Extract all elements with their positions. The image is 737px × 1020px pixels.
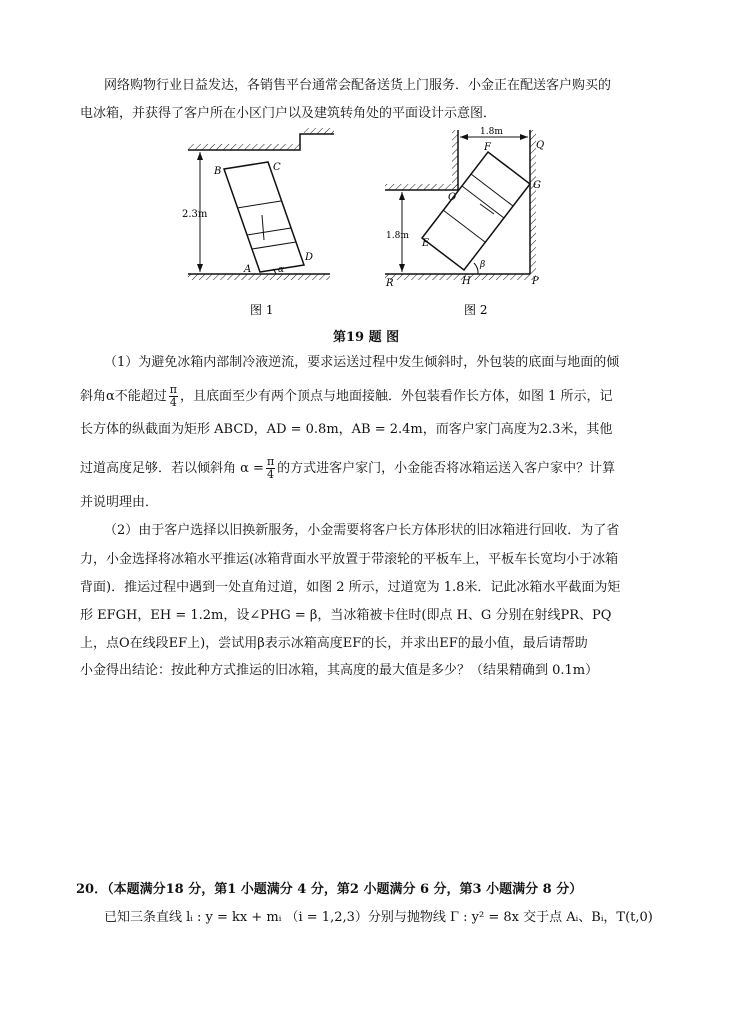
part1-line-3: 长方体的纵截面为矩形 ABCD，AD = 0.8m，AB = 2.4m，而客户家门高度为2.3米，其他 [80, 422, 613, 437]
fig2-angle-arc [474, 263, 478, 274]
part2-line-2: 力，小金选择将冰箱水平推运(冰箱背面水平放置于带滚轮的平板车上，平板车长宽均小于冰箱 [80, 552, 619, 567]
part1-line-4: 过道高度足够．若以倾斜角 α = $\frac{\pi}{4}$ 的方式进客户家门，小金能否将冰箱运送入客户家中？计算 [80, 455, 616, 481]
fig1-label-alpha: α [278, 265, 285, 275]
part2-line-6: 小金得出结论：按此种方式推运的旧冰箱，其高度的最大值是多少？（结果精确到 0.1m） [80, 663, 599, 678]
part1-line-2: 斜角α不能超过 $\frac{\pi}{4}$ ，且底面至少有两个顶点与地面接触．外包装看作长方体，如图 1 所示，记 [80, 383, 613, 409]
part2-line-3: 背面)．推运过程中遇到一处直角过道，如图 2 所示，过道宽为 1.8米．记此冰箱水平截面为矩 [80, 580, 621, 595]
q20-header: 20．（本题满分18 分，第1 小题满分 4 分，第2 小题满分 6 分，第3 小题满分 8 分） [76, 882, 583, 897]
fig1-label-A: A [244, 264, 252, 275]
figure-diagrams [180, 122, 560, 322]
figure-2 [385, 127, 544, 317]
part1-line-5: 并说明理由． [80, 495, 159, 510]
fig2-label-R: R [386, 278, 394, 289]
fig1-label-C: C [273, 162, 281, 173]
figure-1 [182, 128, 334, 317]
intro-line-1: 网络购物行业日益发达，各销售平台通常会配备送货上门服务．小金正在配送客户购买的 [104, 78, 612, 93]
fig1-label-B: B [214, 166, 222, 177]
part2-line-5: 上，点O在线段EF上)，尝试用β表示冰箱高度EF的长，并求出EF的最小值，最后请帮助 [80, 636, 588, 651]
fig1-height-label: 2.3m [182, 209, 208, 220]
part1-line-1: （1）为避免冰箱内部制冷液逆流，要求运送过程中发生倾斜时，外包装的底面与地面的倾 [104, 355, 620, 370]
fig2-width-label: 1.8m [480, 127, 503, 137]
intro-line-2: 电冰箱，并获得了客户所在小区门户以及建筑转角处的平面设计示意图． [80, 106, 497, 121]
fig2-label-O: O [448, 192, 457, 203]
fig2-label-beta: β [480, 260, 486, 270]
part2-line-1: （2）由于客户选择以旧换新服务，小金需要将客户长方体形状的旧冰箱进行回收．为了省 [104, 523, 620, 538]
q20-line-1: 已知三条直线 lᵢ : y = kx + mᵢ （i = 1,2,3）分别与抛物线 Γ : y² = 8x 交于点 Aᵢ、Bᵢ，T(t,0) [104, 910, 653, 925]
fig2-label-Q: Q [536, 140, 545, 151]
pi-over-4-fraction-2: $\frac{\pi}{4}$ [266, 455, 275, 481]
fig1-label-D: D [305, 252, 314, 263]
fig2-label-G: G [533, 180, 541, 191]
pi-over-4-fraction: $\frac{\pi}{4}$ [169, 383, 178, 409]
fig2-caption: 图 2 [464, 303, 488, 317]
fig2-fridge [422, 152, 530, 270]
fig2-label-E: E [422, 238, 430, 249]
fig2-label-H: H [462, 276, 471, 287]
figure-title: 第19 题 图 [333, 330, 400, 345]
part2-line-4: 形 EFGH，EH = 1.2m，设∠PHG = β，当冰箱被卡住时(即点 H、G 分别在射线PR、PQ [80, 608, 612, 623]
fig1-ceiling-hatch [188, 144, 300, 150]
fig2-height-label: 1.8m [386, 231, 409, 241]
fig2-label-F: F [484, 142, 491, 153]
fig2-label-P: P [532, 276, 539, 287]
fig1-caption: 图 1 [250, 303, 274, 317]
fig1-fridge [224, 162, 304, 272]
